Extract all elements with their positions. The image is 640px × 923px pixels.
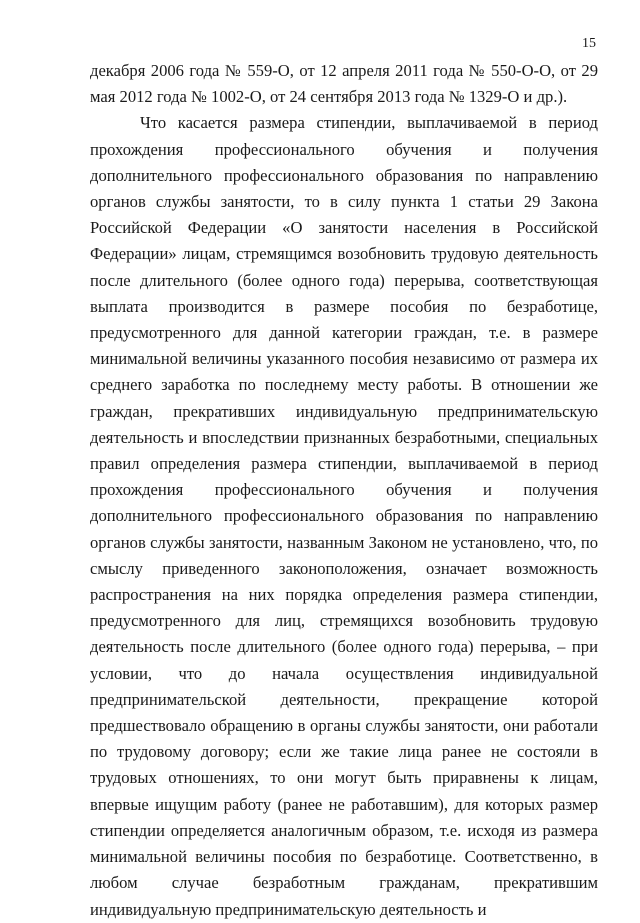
paragraph-stipend: Что касается размера стипендии, выплачиваемой в период прохождения профессионального обучения и получения дополнительного профессионального образования по направлению органов службы занятости, то в силу пункта 1 статьи 29 Закона Российской Федерации «О занятости населения в Российской Федерации» лицам, стремящимся возобновить трудовую деятельность после длительного (более одного года) перерыва, соответствующая выплата производится в размере пособия по безработице, предусмотренного для данной категории граждан, т.е. в размере минимальной величины указанного пособия независимо от размера их среднего заработка по последнему месту работы. В отношении же граждан, прекративших индивидуальную предпринимательскую деятельность и впоследствии признанных безработными, специальных правил определения размера стипендии, выплачиваемой в период прохождения профессионального обучения и получения дополнительного профессионального образования по направлению органов службы занятости, названным Законом не установлено, что, по смыслу приведенного законоположения, означает возможность распространения на них порядка определения размера стипендии, предусмотренного для лиц, стремящихся возобновить трудовую деятельность после длительного (более одного года) перерыва, – при условии, что до начала осуществления индивидуальной предпринимательской деятельности, прекращение которой предшествовало обращению в органы службы занятости, они работали по трудовому договору; если же такие лица ранее не состояли в трудовых отношениях, то они могут быть приравнены к лицам, впервые ищущим работу (ранее не работавшим), для которых размер стипендии определяется аналогичным образом, т.е. исходя из размера минимальной величины пособия по безработице. Соответственно, в любом случае безработным гражданам, прекратившим индивидуальную предпринимательскую деятельность и [90, 113, 598, 919]
document-body [90, 58, 598, 923]
page-number: 15 [582, 36, 596, 51]
paragraph-continuation: декабря 2006 года № 559-О, от 12 апреля 2011 года № 550-О-О, от 29 мая 2012 года № 1002-О, от 24 сентября 2013 года № 1329-О и др.). [90, 61, 598, 107]
